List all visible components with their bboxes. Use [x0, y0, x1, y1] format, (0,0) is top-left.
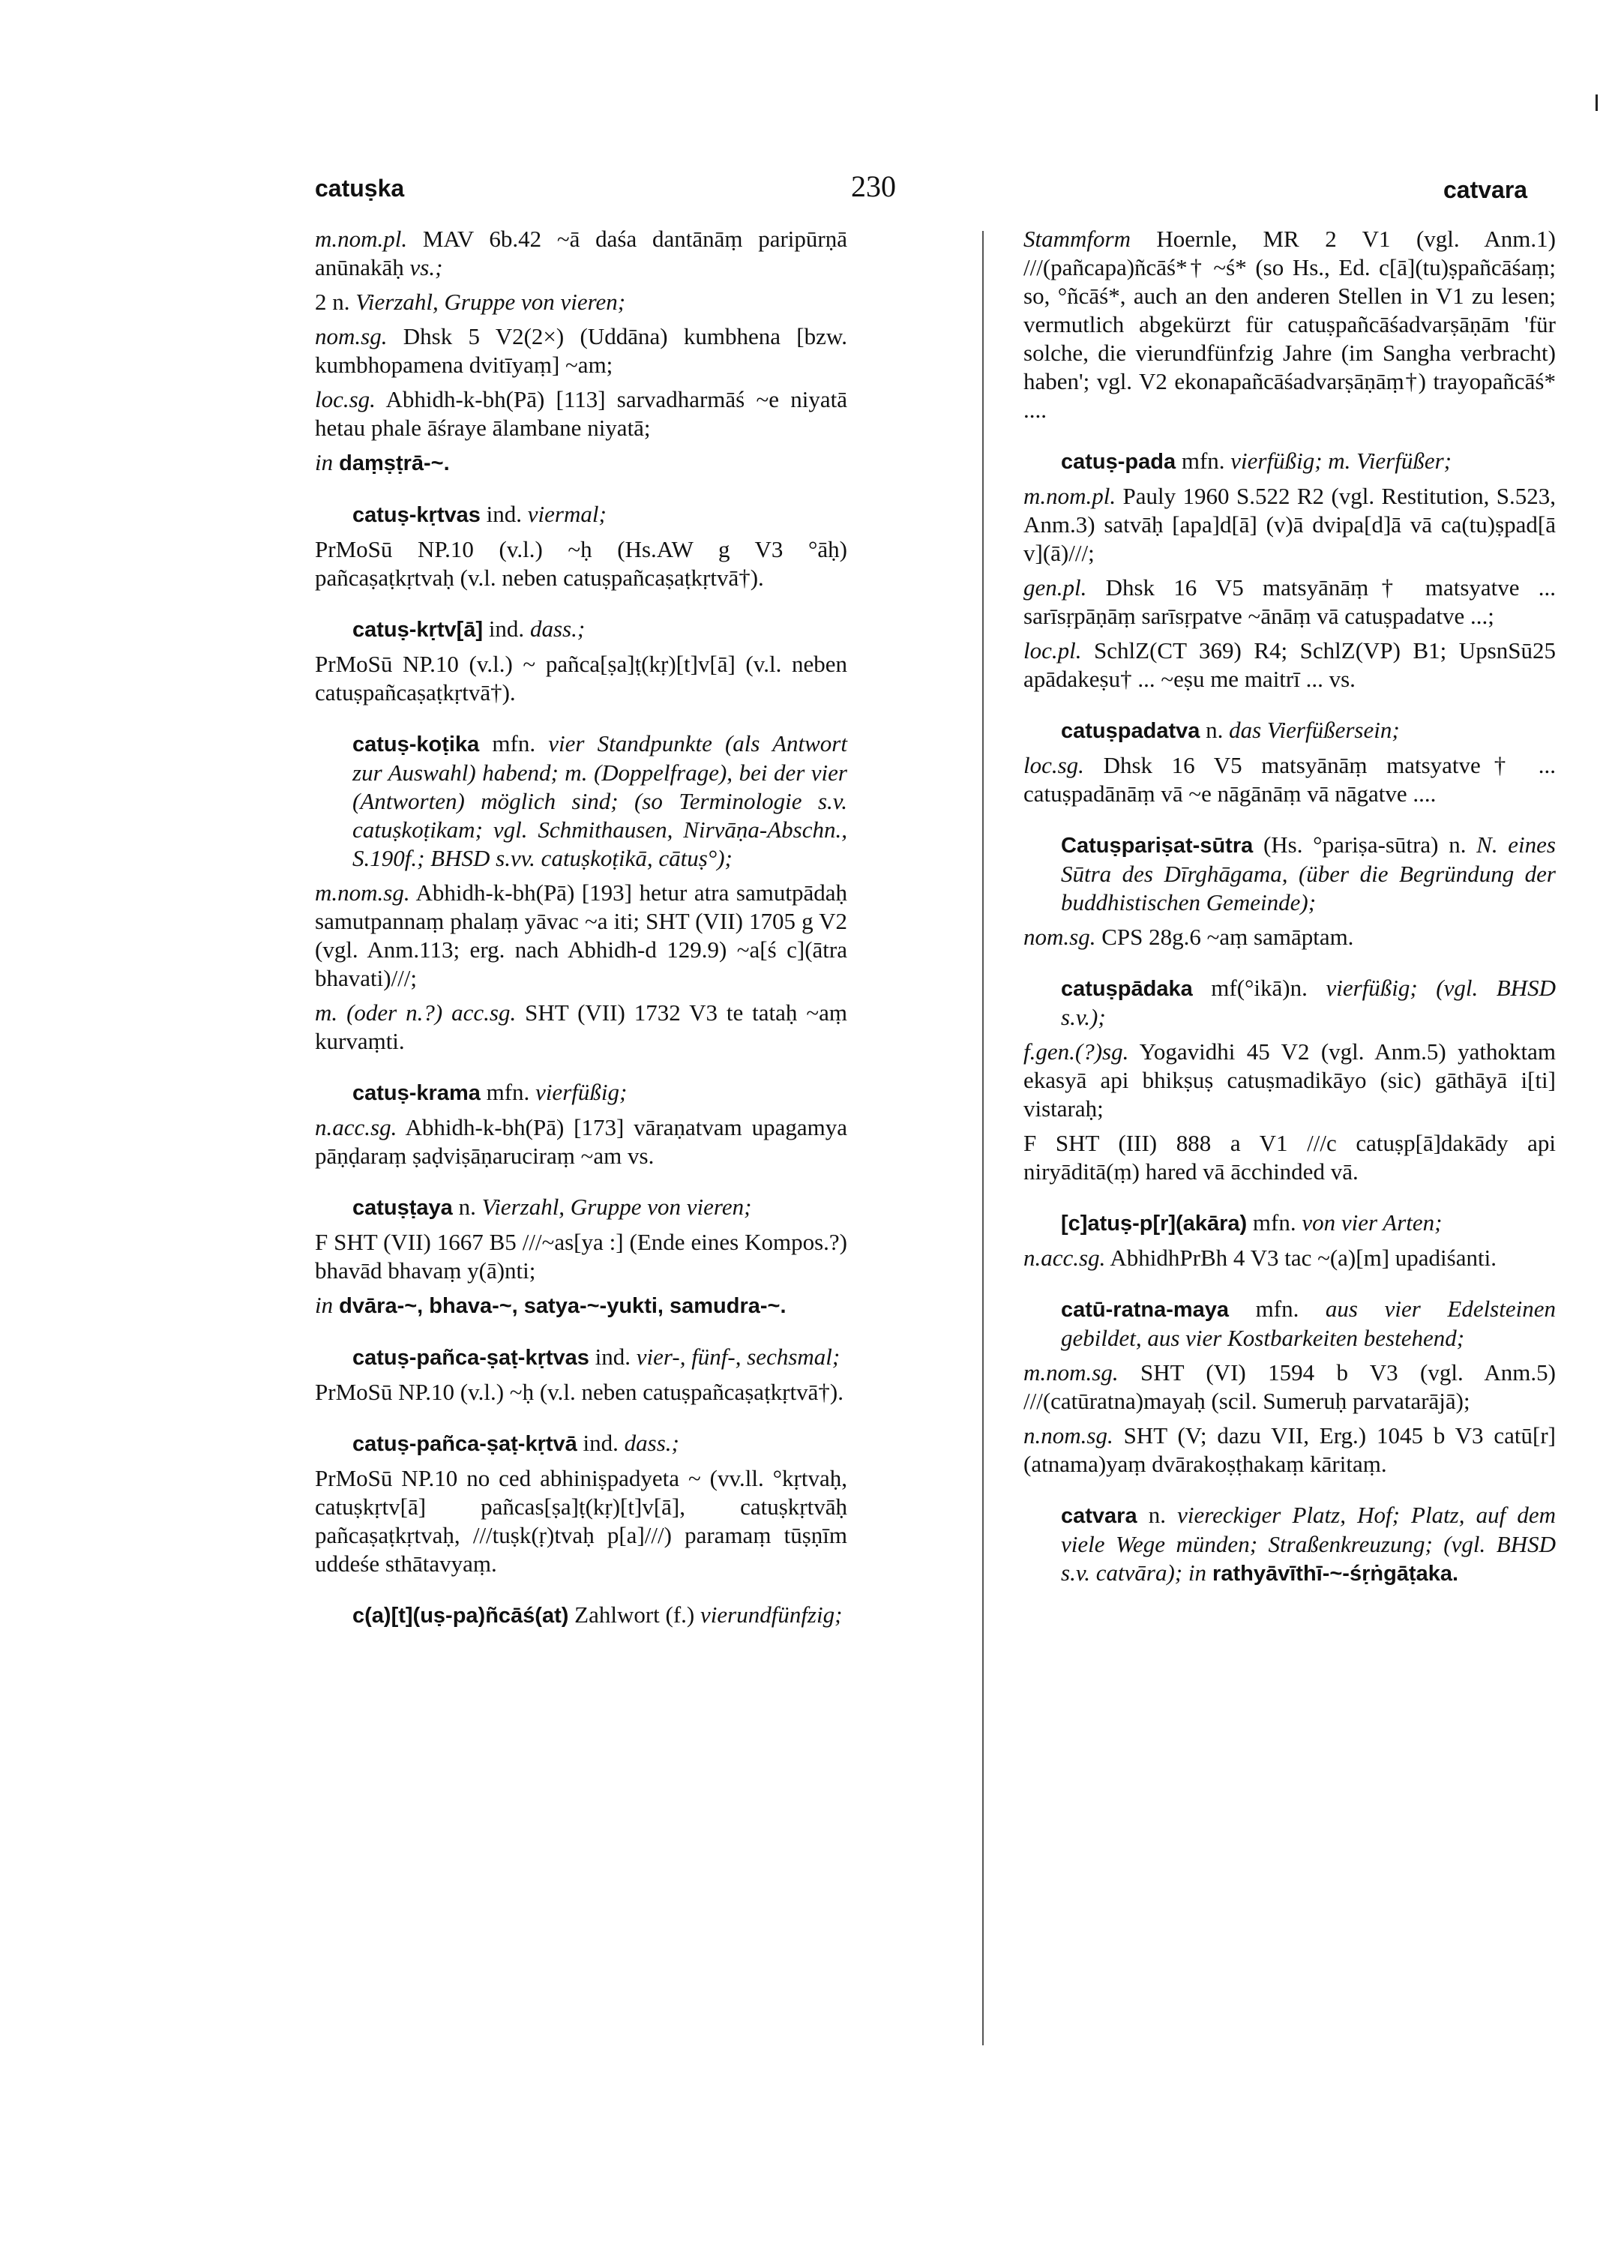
headword: catvara — [1061, 1504, 1137, 1528]
citation: F SHT (III) 888 a V1 ///c catuṣp[ā]dakādy api niryāditā(ṃ) hared vā ācchinded vā. — [1023, 1130, 1556, 1185]
headword: catuṣ-kṛtv[ā] — [352, 618, 484, 642]
entry-headline: catuṣ-kṛtv[ā] ind. dass.; — [352, 616, 586, 642]
citation: loc.pl. SchlZ(CT 369) R4; SchlZ(VP) B1; UpsnSū25 apādakeṣu† ... ~eṣu me maitrī ... vs. — [1023, 637, 1556, 692]
citation: gen.pl. Dhsk 16 V5 matsyānāṃ† matsyatve ... sarīsṛpāṇāṃ sarīsṛpatve ~ānāṃ vā catuṣpadatve ...; — [1023, 574, 1556, 629]
entry-catus-pancasat — [315, 1601, 847, 1630]
entry-catus-pada — [1023, 447, 1556, 694]
column-divider — [982, 231, 984, 2045]
entry-catusparisat-sutra — [1023, 831, 1556, 951]
entry-catvara — [1023, 1501, 1556, 1588]
citation: PrMoSū NP.10 (v.l.) ~ḥ (Hs.AW g V3 °āḥ) pañcaṣaṭkṛtvaḥ (v.l. neben catuṣpañcaṣaṭkṛtvā†). — [315, 536, 847, 591]
entry-headline: [c]atuṣ-p[r](akāra) mfn. von vier Arten; — [1061, 1209, 1443, 1236]
entry-headline: catvara n. viereckiger Platz, Hof; Platz, auf dem viele Wege münden; Straßenkreuzung; (vgl. BHSD s.v. catvāra); in rathyāvīthī-~-śṛṅgāṭaka. — [1061, 1502, 1557, 1586]
headword: catuṣ-pada — [1061, 450, 1176, 474]
entry-headline: c(a)[t](uṣ-pa)ñcāś(at) Zahlwort (f.) vierundfünfzig; — [352, 1601, 843, 1628]
sense-line: 2 n. Vierzahl, Gruppe von vieren; — [315, 289, 626, 315]
stray-mark — [1596, 94, 1598, 111]
citation: n.acc.sg. Abhidh-k-bh(Pā) [173] vāraṇatvam upagamya pāṇḍaraṃ ṣaḍviṣāṇaruciraṃ ~am vs. — [315, 1114, 847, 1169]
entry-headline: catuṣ-pañca-ṣaṭ-kṛtvas ind. vier-, fünf-, sechsmal; — [352, 1344, 840, 1370]
running-head-left: catuṣka — [315, 175, 405, 202]
citation: m.nom.pl. Pauly 1960 S.522 R2 (vgl. Restitution, S.523, Anm.3) satvāḥ [apa]d[ā] (v)ā dvipa[d]ā vā ca(tu)ṣpad[ā v](ā)///; — [1023, 483, 1556, 566]
headword: Catuṣpariṣat-sūtra — [1061, 834, 1254, 858]
entry-catu-ratna-maya — [1023, 1295, 1556, 1479]
entry-headline: catuṣpadatva n. das Vierfüßersein; — [1061, 717, 1400, 743]
entry-catustaya — [315, 1193, 847, 1320]
entry-headline: catuṣ-pada mfn. vierfüßig; m. Vierfüßer; — [1061, 448, 1452, 474]
sense-line: m.nom.pl. MAV 6b.42 ~ā daśa dantānāṃ paripūrṇā anūnakāḥ vs.; — [315, 226, 847, 280]
entry-headline: Catuṣpariṣat-sūtra (Hs. °pariṣa-sūtra) n. N. eines Sūtra des Dīrghāgama, (über die Begründung der buddhistischen Gemeinde); — [1061, 831, 1556, 915]
entry-catus-kotika — [315, 730, 847, 1056]
citation: in dvāra-~, bhava-~, satya-~-yukti, samudra-~. — [315, 1292, 787, 1318]
citation: PrMoSū NP.10 (v.l.) ~ḥ (v.l. neben catuṣpañcaṣaṭkṛtvā†). — [315, 1379, 843, 1405]
citation: F SHT (VII) 1667 B5 ///~as[ya :] (Ende eines Kompos.?) bhavād bhavaṃ y(ā)nti; — [315, 1229, 847, 1284]
entry-catus-krtvas — [315, 500, 847, 592]
headword: catuṣṭaya — [352, 1196, 453, 1220]
citation: loc.sg. Dhsk 16 V5 matsyānāṃ matsyatve† ... catuṣpadānāṃ vā ~e nāgānāṃ vā nāgatve .... — [1023, 752, 1556, 807]
citation: PrMoSū NP.10 no ced abhiniṣpadyeta ~ (vv.ll. °kṛtvaḥ, catuṣkṛtv[ā] pañcas[ṣa]ṭ(kṛ)[t]v[ā], catuṣkṛtvāḥ pañcaṣaṭkṛtvaḥ, ///tuṣk(ṛ)tvaḥ p[a]///) paramaṃ tūṣṇīm uddeśe sthātavyaṃ. — [315, 1465, 847, 1577]
running-head-right: catvara — [1443, 176, 1528, 203]
citation: nom.sg. CPS 28g.6 ~aṃ samāptam. — [1023, 924, 1354, 950]
citation: m.nom.sg. Abhidh-k-bh(Pā) [193] hetur atra samutpādaḥ samutpannaṃ phalaṃ yāvac ~a iti; SHT (VII) 1705 g V2 (vgl. Anm.113; erg. nach Abhidh-d 129.9) ~a[ś c](ātra bhavati)///; — [315, 879, 847, 991]
entry-headline: catuṣ-koṭika mfn. vier Standpunkte (als Antwort zur Auswahl) habend; m. (Doppelfrage), bei der vier (Antworten) möglich sind; (so Terminologie s.v. catuṣkoṭikam; vgl. Schmithausen, Nirvāṇa-Abschn., S.190f.; BHSD s.vv. catuṣkoṭikā, cātuṣ°); — [352, 730, 847, 871]
headword: catuṣ-kṛtvas — [352, 503, 481, 527]
citation: m. (oder n.?) acc.sg. SHT (VII) 1732 V3 te tataḥ ~aṃ kurvaṃti. — [315, 999, 847, 1054]
headword: catuṣ-pañca-ṣaṭ-kṛtvas — [352, 1346, 589, 1370]
citation: n.nom.sg. SHT (V; dazu VII, Erg.) 1045 b V3 catū[r](atnama)yaṃ dvārakoṣṭhakaṃ kāritaṃ. — [1023, 1422, 1556, 1477]
entry-headline: catuṣ-kṛtvas ind. viermal; — [352, 501, 607, 527]
entry-catuspadatva — [1023, 716, 1556, 808]
right-column — [1023, 225, 1556, 1610]
page-number: 230 — [851, 169, 896, 203]
headword: c(a)[t](uṣ-pa)ñcāś(at) — [352, 1604, 569, 1628]
citation: m.nom.sg. SHT (VI) 1594 b V3 (vgl. Anm.5) ///(catūratna)mayaḥ (scil. Sumeruḥ parvatarājā); — [1023, 1359, 1556, 1414]
headword: [c]atuṣ-p[r](akāra) — [1061, 1212, 1248, 1236]
sense-line: nom.sg. Dhsk 5 V2(2×) (Uddāna) kumbhena [bzw. kumbhopamena dvitīyaṃ] ~am; — [315, 323, 847, 378]
headword: catuṣpādaka — [1061, 977, 1193, 1001]
entry-continued-catus-pancasat — [1023, 225, 1556, 424]
citation: n.acc.sg. AbhidhPrBh 4 V3 tac ~(a)[m] upadiśanti. — [1023, 1245, 1497, 1271]
left-column — [315, 225, 847, 1652]
citation: f.gen.(?)sg. Yogavidhi 45 V2 (vgl. Anm.5) yathoktam ekasyā api bhikṣuṣ catuṣmadikāyo (sic) gāthāyā i[ti] vistaraḥ; — [1023, 1038, 1556, 1122]
entry-headline: catuṣ-pañca-ṣaṭ-kṛtvā ind. dass.; — [352, 1430, 679, 1456]
entry-catus-krama — [315, 1078, 847, 1170]
entry-catus-panca-sat-krtvas — [315, 1343, 847, 1407]
headword: catū-ratna-maya — [1061, 1298, 1230, 1322]
headword: catuṣpadatva — [1061, 719, 1200, 743]
entry-catuspadaka — [1023, 974, 1556, 1186]
headword: catuṣ-krama — [352, 1081, 481, 1105]
entry-catus-krtva — [315, 615, 847, 707]
sense-line: in daṃṣṭrā-~. — [315, 449, 450, 475]
headword: catuṣ-pañca-ṣaṭ-kṛtvā — [352, 1432, 577, 1456]
headword: catuṣ-koṭika — [352, 733, 480, 756]
entry-catus-panca-sat-krtva — [315, 1429, 847, 1578]
entry-headline: catuṣpādaka mf(°ikā)n. vierfüßig; (vgl. BHSD s.v.); — [1061, 975, 1556, 1030]
citation: Stammform Hoernle, MR 2 V1 (vgl. Anm.1) ///(pañcapa)ñcāś*† ~ś* (so Hs., Ed. c[ā](tu)ṣpañcāśaṃ; so, °ñcāś*, auch an den anderen Stellen in V1 zu lesen; vermutlich abgekürzt für catuṣpañcāśadvarṣāṇām 'für solche, die vierundfünfzig Jahre (im Sangha verbracht) haben'; vgl. V2 ekonapañcāśadvarṣāṇāṃ†) trayopañcāś* .... — [1023, 226, 1556, 423]
sense-line: loc.sg. Abhidh-k-bh(Pā) [113] sarvadharmāś ~e niyatā hetau phale āśraye ālambane niyatā; — [315, 386, 847, 441]
running-head — [0, 169, 1624, 214]
citation: PrMoSū NP.10 (v.l.) ~ pañca[ṣa]ṭ(kṛ)[t]v[ā] (v.l. neben catuṣpañcaṣaṭkṛtvā†). — [315, 651, 847, 706]
entry-headline: catuṣṭaya n. Vierzahl, Gruppe von vieren; — [352, 1194, 752, 1220]
entry-continued-catuska — [315, 225, 847, 478]
entry-headline: catū-ratna-maya mfn. aus vier Edelsteinen gebildet, aus vier Kostbarkeiten bestehend; — [1061, 1296, 1556, 1351]
entry-catus-prakara — [1023, 1209, 1556, 1272]
entry-headline: catuṣ-krama mfn. vierfüßig; — [352, 1079, 628, 1105]
